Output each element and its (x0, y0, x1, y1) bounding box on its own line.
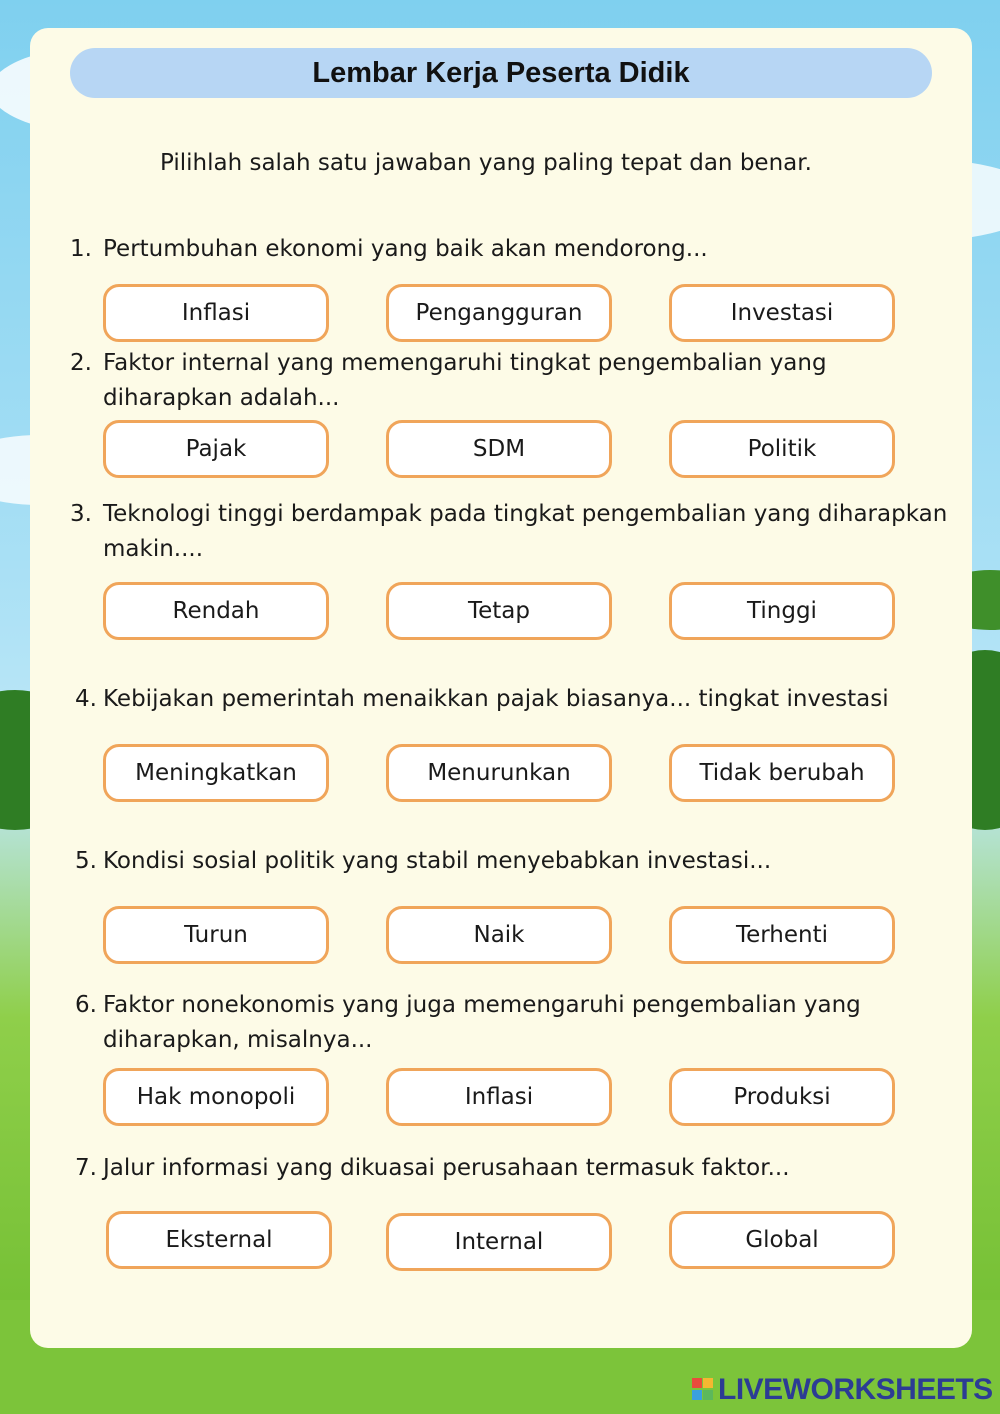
question-text: Faktor nonekonomis yang juga memengaruhi pengembalian yang diharapkan, misalnya... (103, 992, 861, 1053)
q6-option-c[interactable]: Produksi (669, 1068, 895, 1126)
question-number: 7. (75, 1155, 97, 1181)
question-number: 5. (75, 848, 97, 874)
q4-option-c[interactable]: Tidak berubah (669, 744, 895, 802)
page-title: Lembar Kerja Peserta Didik (312, 56, 690, 89)
question-number: 4. (75, 686, 97, 712)
question-text: Pertumbuhan ekonomi yang baik akan mendorong... (103, 236, 708, 262)
q7-option-a[interactable]: Eksternal (106, 1211, 332, 1269)
question-text: Kebijakan pemerintah menaikkan pajak biasanya... tingkat investasi (103, 686, 889, 712)
q2-option-b[interactable]: SDM (386, 420, 612, 478)
logo-text: LIVEWORKSHEETS (718, 1373, 993, 1406)
q1-option-a[interactable]: Inflasi (103, 284, 329, 342)
logo-icon (692, 1378, 714, 1402)
question-number: 2. (70, 350, 92, 376)
instruction-text: Pilihlah salah satu jawaban yang paling tepat dan benar. (160, 150, 812, 176)
question-text: Faktor internal yang memengaruhi tingkat pengembalian yang diharapkan adalah... (103, 350, 827, 411)
question-text: Teknologi tinggi berdampak pada tingkat pengembalian yang diharapkan makin.... (103, 501, 948, 562)
question-number: 1. (70, 236, 92, 262)
q5-option-a[interactable]: Turun (103, 906, 329, 964)
q3-option-a[interactable]: Rendah (103, 582, 329, 640)
q4-option-a[interactable]: Meningkatkan (103, 744, 329, 802)
question-text: Jalur informasi yang dikuasai perusahaan termasuk faktor... (103, 1155, 790, 1181)
q5-option-c[interactable]: Terhenti (669, 906, 895, 964)
q1-option-b[interactable]: Pengangguran (386, 284, 612, 342)
question-number: 6. (75, 992, 97, 1018)
q6-option-a[interactable]: Hak monopoli (103, 1068, 329, 1126)
header-banner (70, 48, 932, 98)
question-text: Kondisi sosial politik yang stabil menyebabkan investasi... (103, 848, 772, 874)
q3-option-b[interactable]: Tetap (386, 582, 612, 640)
q3-option-c[interactable]: Tinggi (669, 582, 895, 640)
q6-option-b[interactable]: Inflasi (386, 1068, 612, 1126)
q2-option-c[interactable]: Politik (669, 420, 895, 478)
q7-option-c[interactable]: Global (669, 1211, 895, 1269)
q5-option-b[interactable]: Naik (386, 906, 612, 964)
q4-option-b[interactable]: Menurunkan (386, 744, 612, 802)
q2-option-a[interactable]: Pajak (103, 420, 329, 478)
q7-option-b[interactable]: Internal (386, 1213, 612, 1271)
q1-option-c[interactable]: Investasi (669, 284, 895, 342)
question-number: 3. (70, 501, 92, 527)
liveworksheets-logo[interactable] (692, 1374, 993, 1406)
